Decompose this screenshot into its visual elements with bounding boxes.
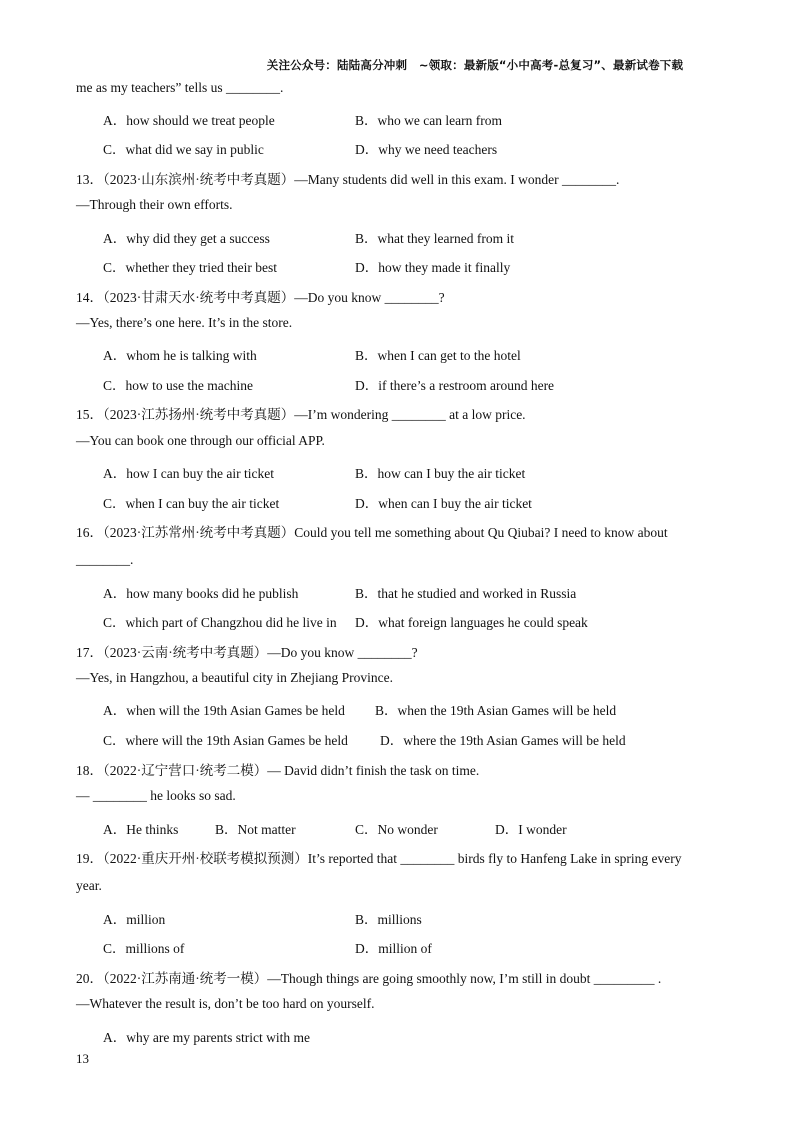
q14-option-d: D．if there’s a restroom around here xyxy=(355,378,555,393)
q13-option-a: A．why did they get a success xyxy=(103,231,270,246)
q13-option-b: B．what they learned from it xyxy=(355,231,514,246)
q18-reply: — ________ he looks so sad. xyxy=(76,788,236,803)
q15-stem: 15．（2023·江苏扬州·统考中考真题）—I’m wondering ________ at a low price. xyxy=(76,407,526,422)
q19-option-b: B．millions xyxy=(355,912,422,927)
q14-option-b: B．when I can get to the hotel xyxy=(355,348,521,363)
q20-stem: 20．（2022·江苏南通·统考一模）—Though things are going smoothly now, I’m still in doubt _________ . xyxy=(76,971,662,986)
q18-option-c: C．No wonder xyxy=(355,822,438,837)
q16-option-d: D．what foreign languages he could speak xyxy=(355,615,588,630)
q19-continuation: year. xyxy=(76,878,102,893)
q15-option-c: C．when I can buy the air ticket xyxy=(103,496,280,511)
q19-option-d: D．million of xyxy=(355,941,432,956)
q13-option-d: D．how they made it finally xyxy=(355,260,511,275)
question-continuation: me as my teachers” tells us ________. xyxy=(76,80,284,95)
q14-option-a: A．whom he is talking with xyxy=(103,348,257,363)
q18-stem: 18．（2022·辽宁营口·统考二模）— David didn’t finish the task on time. xyxy=(76,763,480,778)
q14-reply: —Yes, there’s one here. It’s in the store. xyxy=(76,315,293,330)
q17-option-c: C．where will the 19th Asian Games be held xyxy=(103,733,348,748)
q13-reply: —Through their own efforts. xyxy=(76,197,233,212)
q15-option-d: D．when can I buy the air ticket xyxy=(355,496,532,511)
q17-stem: 17．（2023·云南·统考中考真题）—Do you know ________? xyxy=(76,645,418,660)
q19-option-a: A．million xyxy=(103,912,166,927)
q17-option-d: D．where the 19th Asian Games will be held xyxy=(380,733,626,748)
q17-reply: —Yes, in Hangzhou, a beautiful city in Zhejiang Province. xyxy=(76,670,393,685)
q16-option-c: C．which part of Changzhou did he live in xyxy=(103,615,337,630)
q18-option-a: A．He thinks xyxy=(103,822,179,837)
q16-blank: ________. xyxy=(76,552,134,567)
q18-option-d: D．I wonder xyxy=(495,822,567,837)
q16-option-a: A．how many books did he publish xyxy=(103,586,299,601)
q14-option-c: C．how to use the machine xyxy=(103,378,253,393)
q16-stem: 16．（2023·江苏常州·统考中考真题）Could you tell me something about Qu Qiubai? I need to know about xyxy=(76,525,668,540)
q16-option-b: B．that he studied and worked in Russia xyxy=(355,586,577,601)
q13-stem: 13．（2023·山东滨州·统考中考真题）—Many students did well in this exam. I wonder ________. xyxy=(76,172,620,187)
q17-option-b: B．when the 19th Asian Games will be held xyxy=(375,703,617,718)
q20-option-a: A．why are my parents strict with me xyxy=(103,1030,310,1045)
q19-stem: 19．（2022·重庆开州·校联考模拟预测）It’s reported that ________ birds fly to Hanfeng Lake in spring every xyxy=(76,851,682,866)
q15-reply: —You can book one through our official APP. xyxy=(76,433,325,448)
q12-option-b: B．who we can learn from xyxy=(355,113,502,128)
q15-option-b: B．how can I buy the air ticket xyxy=(355,466,526,481)
q12-option-c: C．what did we say in public xyxy=(103,142,264,157)
q18-option-b: B．Not matter xyxy=(215,822,296,837)
page-header: 关注公众号：陆陆高分冲刺 ~领取：最新版“小中高考-总复习”、最新试卷下载 xyxy=(266,58,684,72)
q19-option-c: C．millions of xyxy=(103,941,185,956)
q15-option-a: A．how I can buy the air ticket xyxy=(103,466,274,481)
q17-option-a: A．when will the 19th Asian Games be held xyxy=(103,703,345,718)
q13-option-c: C．whether they tried their best xyxy=(103,260,277,275)
page-number: 13 xyxy=(76,1051,89,1066)
q14-stem: 14．（2023·甘肃天水·统考中考真题）—Do you know ________? xyxy=(76,290,445,305)
q12-option-d: D．why we need teachers xyxy=(355,142,498,157)
q20-reply: —Whatever the result is, don’t be too hard on yourself. xyxy=(76,996,375,1011)
q12-option-a: A．how should we treat people xyxy=(103,113,275,128)
